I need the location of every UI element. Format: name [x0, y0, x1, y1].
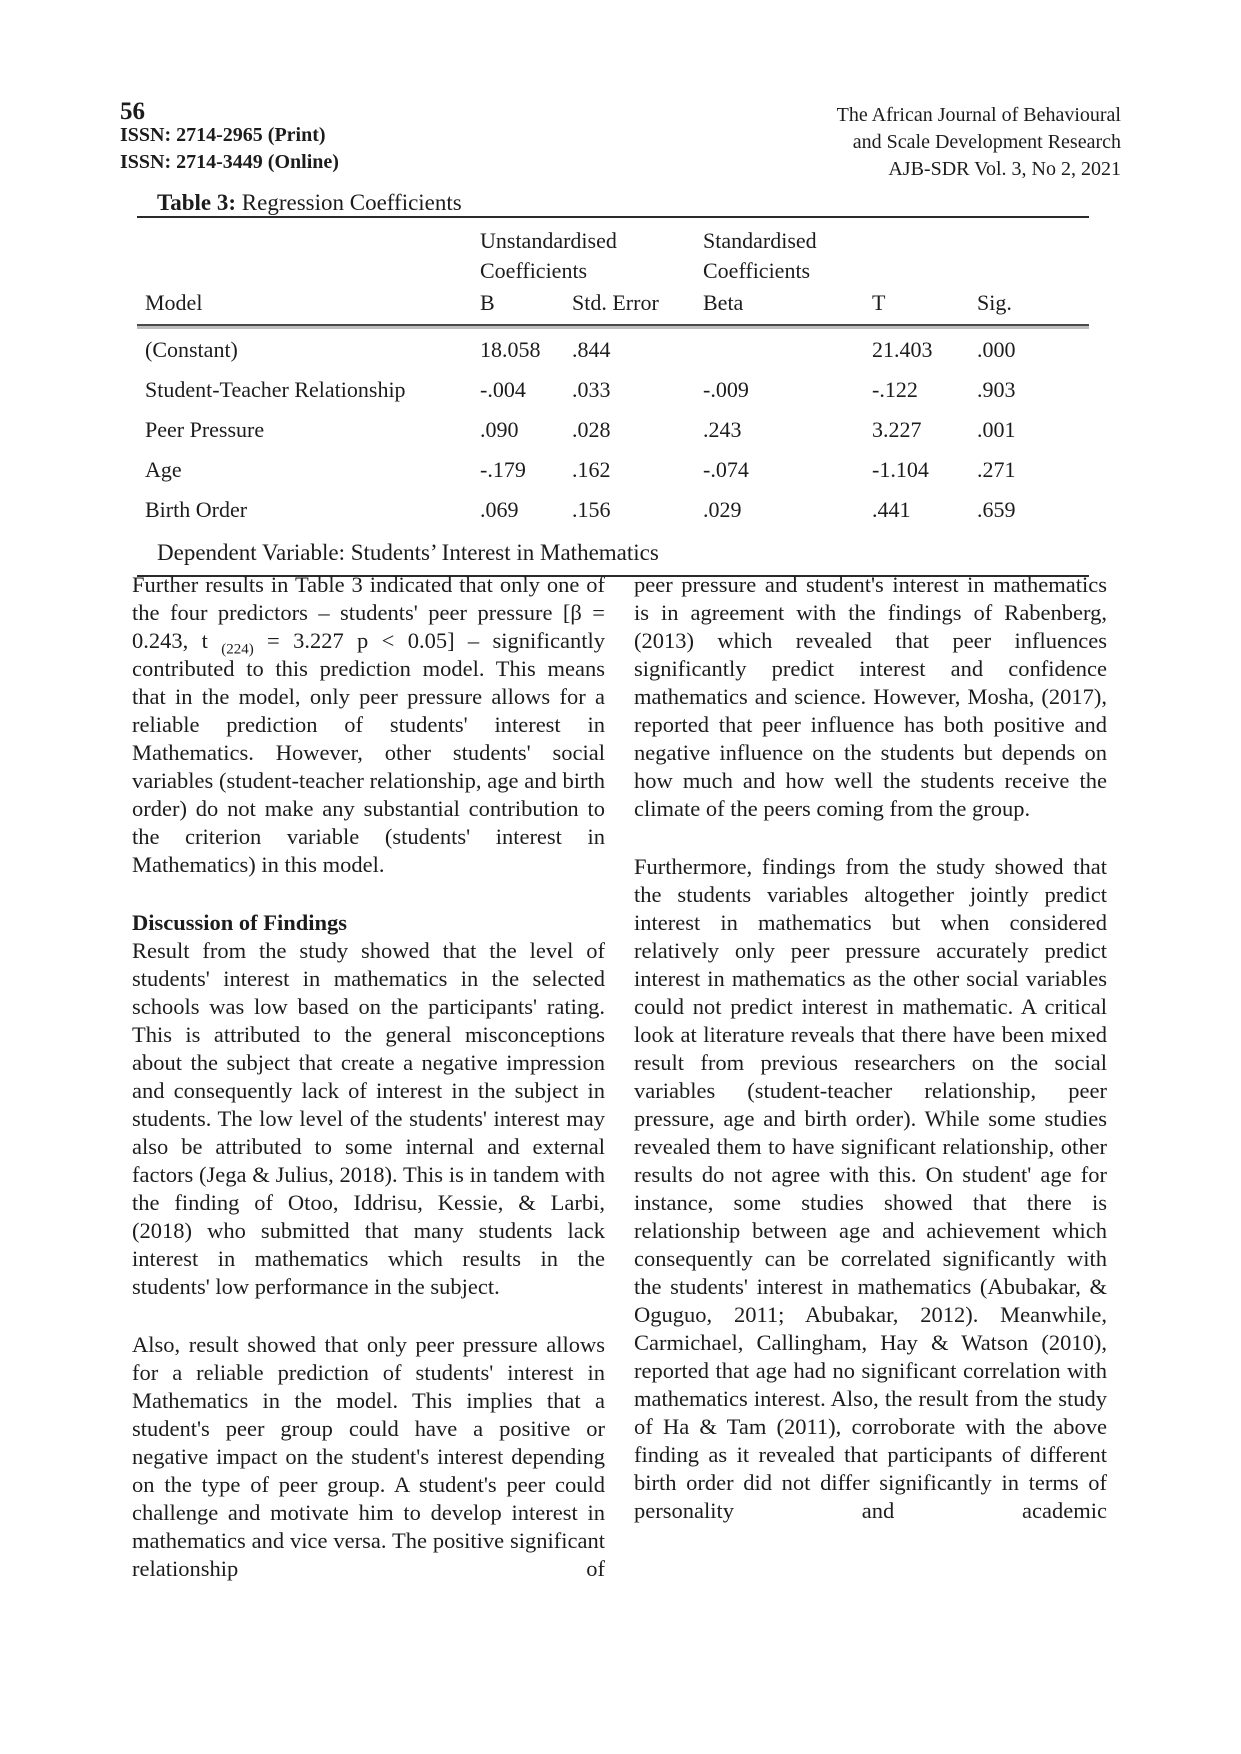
- cell-b: .069: [480, 497, 519, 522]
- table-group-header-row: [137, 218, 1089, 286]
- cell-t: -1.104: [872, 457, 929, 482]
- cell-sig: .903: [977, 377, 1016, 402]
- table-row: [137, 489, 1089, 529]
- cell-std-error: .156: [572, 497, 611, 522]
- column-header-sig: Sig.: [977, 286, 1089, 326]
- cell-b: -.179: [480, 457, 526, 482]
- issn-print: ISSN: 2714-2965 (Print): [120, 124, 326, 146]
- paragraph-furthermore: Furthermore, findings from the study showed that the students variables altogether jointly predict interest in mathematics but when considered relatively only peer pressure accurately predict interest in mathematics as the other social variables could not predict interest in mathematic. A critical look at literature reveals that there have been mixed result from previous researchers on the social variables (student-teacher relationship, peer pressure, age and birth order). While some studies revealed them to have significant relationship, other results do not agree with this. On student' age for instance, some studies showed that there is relationship between age and achievement which consequently can be correlated significantly with the students' interest in mathematics (Abubakar, & Oguguo, 2011; Abubakar, 2012). Meanwhile, Carmichael, Callingham, Hay & Watson (2010), reported that age had no significant correlation with mathematics interest. Also, the result from the study of Ha & Tam (2011), corroborate with the above finding as it revealed that participants of different birth order did not differ significantly in terms of personality and academic: [634, 854, 1107, 1523]
- column-header-beta: Beta: [703, 286, 872, 326]
- table-row: [137, 369, 1089, 409]
- table-row: [137, 326, 1089, 369]
- empty-cell: [977, 218, 1089, 286]
- cell-std-error: .033: [572, 377, 611, 402]
- cell-model: Birth Order: [145, 497, 248, 522]
- table-caption: [157, 190, 462, 216]
- paragraph-text: Further results in Table 3 indicated that only one of the four predictors – students' peer pressure [β = 0.243, t: [132, 572, 605, 653]
- cell-beta: [703, 326, 872, 369]
- cell-beta: .243: [703, 417, 742, 442]
- t-statistic-subscript: (224): [221, 641, 254, 658]
- table-row: [137, 409, 1089, 449]
- journal-title-line2: and Scale Development Research: [852, 131, 1121, 153]
- table-caption-text: Regression Coefficients: [241, 190, 462, 215]
- paragraph-peer-pressure: peer pressure and student's interest in mathematics is in agreement with the findings of Rabenberg, (2013) which revealed that peer influences significantly predict interest and confidence mathematics and science. However, Mosha, (2017), reported that peer influence has both positive and negative influence on the students but depends on how much and how well the students receive the climate of the peers coming from the group.: [634, 572, 1107, 821]
- paragraph-results: [132, 571, 605, 879]
- cell-b: .090: [480, 417, 519, 442]
- cell-model: (Constant): [137, 326, 480, 369]
- page-header: [120, 98, 1121, 183]
- unstandardised-coefficients-header: Unstandardised Coefficients: [480, 228, 617, 283]
- cell-t: -.122: [872, 377, 918, 402]
- column-header-std-error: Std. Error: [572, 286, 703, 326]
- cell-beta: .029: [703, 497, 742, 522]
- cell-sig: .271: [977, 457, 1016, 482]
- cell-model: Student-Teacher Relationship: [145, 377, 406, 402]
- cell-b: -.004: [480, 377, 526, 402]
- paragraph-text: = 3.227 p < 0.05] – significantly contributed to this prediction model. This means that in the model, only peer pressure allows for a reliable prediction of students' interest in Mathematics. However, other students' social variables (student-teacher relationship, age and birth order) do not make any substantial contribution to the criterion variable (students' interest in Mathematics) in this model.: [132, 628, 605, 877]
- left-column: [132, 571, 605, 1613]
- cell-std-error: .028: [572, 417, 611, 442]
- column-header-model: Model: [137, 286, 480, 326]
- body-text-columns: [132, 571, 1107, 1613]
- cell-sig: .001: [977, 417, 1016, 442]
- section-heading-discussion: Discussion of Findings: [132, 910, 348, 935]
- table-column-header-row: [137, 286, 1089, 326]
- cell-beta: -.074: [703, 457, 749, 482]
- empty-cell: [872, 218, 977, 286]
- column-header-b: B: [480, 286, 572, 326]
- paragraph-discussion-1: Result from the study showed that the level of students' interest in mathematics in the selected schools was low based on the participants' rating. This is attributed to the general misconceptions about the subject that create a negative impression and consequently lack of interest in the subject in students. The low level of the students' interest may also be attributed to some internal and external factors (Jega & Julius, 2018). This is in tandem with the finding of Otoo, Iddrisu, Kessie, & Larbi, (2018) who submitted that many students lack interest in mathematics which results in the students' low performance in the subject.: [132, 938, 605, 1299]
- standardised-coefficients-header: Standardised Coefficients: [703, 228, 817, 283]
- journal-title-line1: The African Journal of Behavioural: [836, 104, 1121, 126]
- page-number: 56: [120, 98, 145, 125]
- right-column: [634, 571, 1107, 1613]
- journal-header-block: [837, 102, 1121, 183]
- table-footnote: Dependent Variable: Students’ Interest in Mathematics: [157, 540, 659, 565]
- cell-std-error: .844: [572, 326, 703, 369]
- empty-cell: [137, 218, 480, 286]
- cell-t: .441: [872, 497, 911, 522]
- cell-model: Peer Pressure: [145, 417, 265, 442]
- regression-coefficients-table: [137, 216, 1089, 577]
- header-left-block: [120, 98, 339, 176]
- table-row: [137, 449, 1089, 489]
- cell-t: 3.227: [872, 417, 922, 442]
- cell-beta: -.009: [703, 377, 749, 402]
- cell-b: 18.058: [480, 326, 572, 369]
- paragraph-discussion-2: Also, result showed that only peer pressure allows for a reliable prediction of students' interest in Mathematics in the model. This implies that a student's peer group could have a positive or negative impact on the student's interest depending on the type of peer group. A student's peer could challenge and motivate him to develop interest in mathematics and vice versa. The positive significant relationship of: [132, 1332, 605, 1581]
- cell-model: Age: [145, 457, 182, 482]
- journal-volume-line: AJB-SDR Vol. 3, No 2, 2021: [888, 158, 1121, 180]
- cell-std-error: .162: [572, 457, 611, 482]
- table-caption-label: Table 3:: [157, 190, 237, 215]
- cell-sig: .000: [977, 326, 1089, 369]
- column-header-t: T: [872, 286, 977, 326]
- cell-sig: .659: [977, 497, 1016, 522]
- cell-t: 21.403: [872, 326, 977, 369]
- issn-online: ISSN: 2714-3449 (Online): [120, 151, 339, 173]
